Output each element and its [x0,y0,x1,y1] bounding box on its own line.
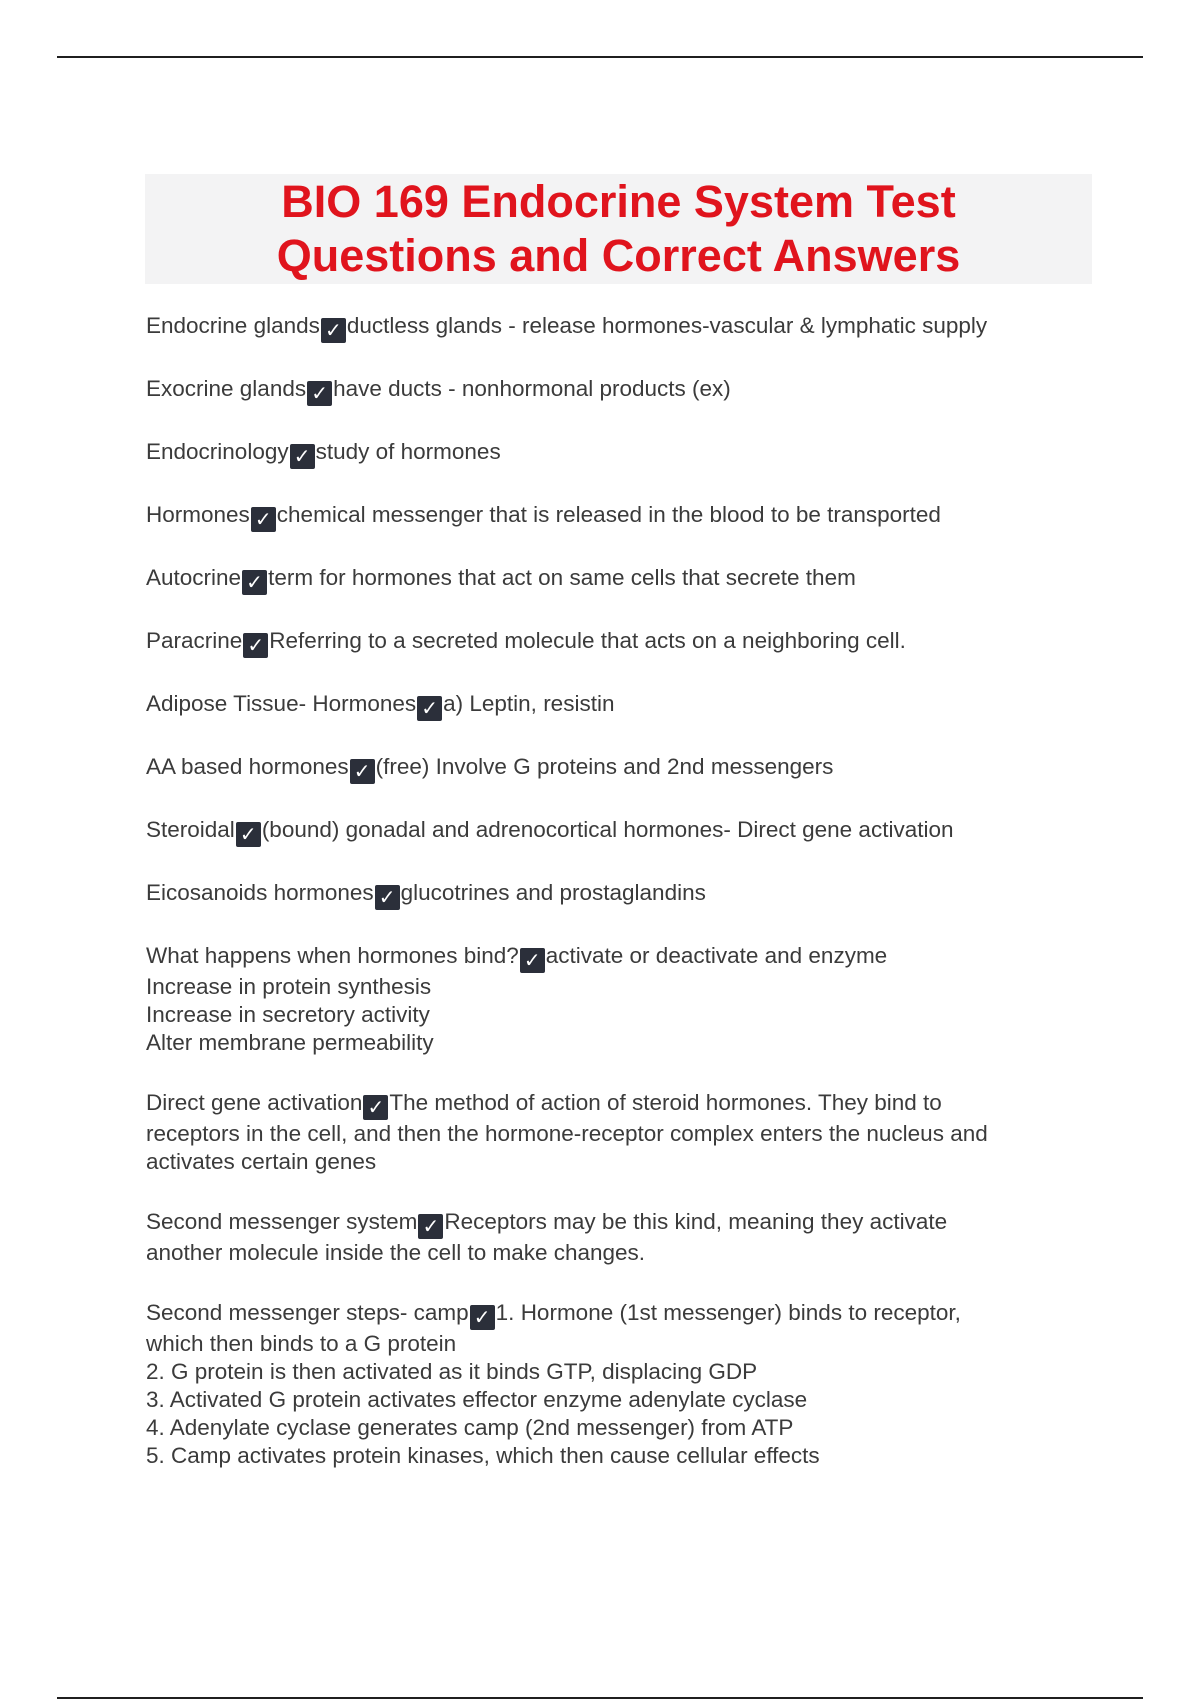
entry-line [146,1299,1106,1330]
checkmark-icon: ✓ [321,318,346,343]
qa-entry [146,1089,1106,1176]
title-line-2: Questions and Correct Answers [276,230,961,281]
entry-answer: Receptors may be this kind, meaning they activate [444,1209,948,1234]
qa-entry [146,501,1106,532]
entry-line [146,1001,1106,1029]
bottom-rule [57,1697,1143,1699]
qa-entry [146,690,1106,721]
entry-line [146,375,1106,406]
entry-answer: (free) Involve G proteins and 2nd messengers [375,754,834,779]
entry-answer: a) Leptin, resistin [443,691,615,716]
entry-answer-continued: 3. Activated G protein activates effector enzyme adenylate cyclase [146,1387,808,1412]
entry-answer: 1. Hormone (1st messenger) binds to receptor, [495,1300,961,1325]
checkmark-icon: ✓ [350,759,375,784]
entry-answer-continued: Alter membrane permeability [146,1030,434,1055]
entry-line [146,1148,1106,1176]
qa-entry [146,753,1106,784]
entry-term: Hormones [146,502,250,527]
title-banner [145,174,1092,284]
checkmark-icon: ✓ [520,948,545,973]
entry-line [146,816,1106,847]
entry-line [146,879,1106,910]
entry-answer: study of hormones [315,439,501,464]
entry-term: Second messenger system [146,1209,418,1234]
qa-entry [146,1208,1106,1267]
entry-line [146,627,1106,658]
entry-answer: activate or deactivate and enzyme [545,943,888,968]
entry-line [146,690,1106,721]
entry-line [146,1208,1106,1239]
checkmark-icon: ✓ [243,633,268,658]
entry-answer-continued: another molecule inside the cell to make changes. [146,1240,646,1265]
qa-entry [146,564,1106,595]
entry-line [146,1358,1106,1386]
checkmark-icon: ✓ [236,822,261,847]
entry-answer-continued: Increase in secretory activity [146,1002,430,1027]
entry-answer-continued: 2. G protein is then activated as it binds GTP, displacing GDP [146,1359,758,1384]
entry-line [146,312,1106,343]
entry-line [146,1029,1106,1057]
entry-line [146,501,1106,532]
entry-term: Adipose Tissue- Hormones [146,691,417,716]
entry-line [146,973,1106,1001]
entry-line [146,1120,1106,1148]
checkmark-icon: ✓ [418,1214,443,1239]
entry-answer-continued: activates certain genes [146,1149,377,1174]
entry-answer: (bound) gonadal and adrenocortical hormones- Direct gene activation [261,817,954,842]
qa-list [146,312,1106,1502]
entry-answer: term for hormones that act on same cells that secrete them [268,565,856,590]
entry-answer: Referring to a secreted molecule that acts on a neighboring cell. [269,628,906,653]
entry-term: Exocrine glands [146,376,307,401]
qa-entry [146,627,1106,658]
entry-line [146,1239,1106,1267]
entry-line [146,942,1106,973]
checkmark-icon: ✓ [470,1305,495,1330]
entry-line [146,753,1106,784]
entry-term: AA based hormones [146,754,349,779]
qa-entry [146,438,1106,469]
qa-entry [146,312,1106,343]
entry-term: What happens when hormones bind? [146,943,519,968]
entry-answer-continued: Increase in protein synthesis [146,974,432,999]
entry-line [146,1414,1106,1442]
entry-answer: chemical messenger that is released in the blood to be transported [276,502,941,527]
checkmark-icon: ✓ [251,507,276,532]
entry-answer: ductless glands - release hormones-vascular & lymphatic supply [346,313,988,338]
entry-answer: glucotrines and prostaglandins [400,880,706,905]
top-rule [57,56,1143,58]
entry-term: Eicosanoids hormones [146,880,374,905]
checkmark-icon: ✓ [363,1095,388,1120]
entry-term: Endocrine glands [146,313,320,338]
checkmark-icon: ✓ [290,444,315,469]
qa-entry [146,942,1106,1057]
entry-term: Endocrinology [146,439,289,464]
document-title [277,175,961,283]
qa-entry [146,879,1106,910]
entry-answer: The method of action of steroid hormones. They bind to [389,1090,942,1115]
entry-line [146,564,1106,595]
checkmark-icon: ✓ [375,885,400,910]
entry-term: Paracrine [146,628,243,653]
checkmark-icon: ✓ [307,381,332,406]
checkmark-icon: ✓ [242,570,267,595]
qa-entry [146,816,1106,847]
entry-answer-continued: 4. Adenylate cyclase generates camp (2nd messenger) from ATP [146,1415,794,1440]
entry-term: Steroidal [146,817,235,842]
qa-entry [146,1299,1106,1470]
entry-line [146,438,1106,469]
entry-answer-continued: which then binds to a G protein [146,1331,457,1356]
entry-line [146,1386,1106,1414]
entry-term: Direct gene activation [146,1090,363,1115]
qa-entry [146,375,1106,406]
entry-answer-continued: 5. Camp activates protein kinases, which then cause cellular effects [146,1443,820,1468]
title-line-1: BIO 169 Endocrine System Test [281,176,956,227]
entry-term: Second messenger steps- camp [146,1300,469,1325]
entry-line [146,1089,1106,1120]
entry-line [146,1442,1106,1470]
entry-answer: have ducts - nonhormonal products (ex) [333,376,731,401]
entry-line [146,1330,1106,1358]
entry-answer-continued: receptors in the cell, and then the hormone-receptor complex enters the nucleus and [146,1121,988,1146]
checkmark-icon: ✓ [417,696,442,721]
entry-term: Autocrine [146,565,242,590]
